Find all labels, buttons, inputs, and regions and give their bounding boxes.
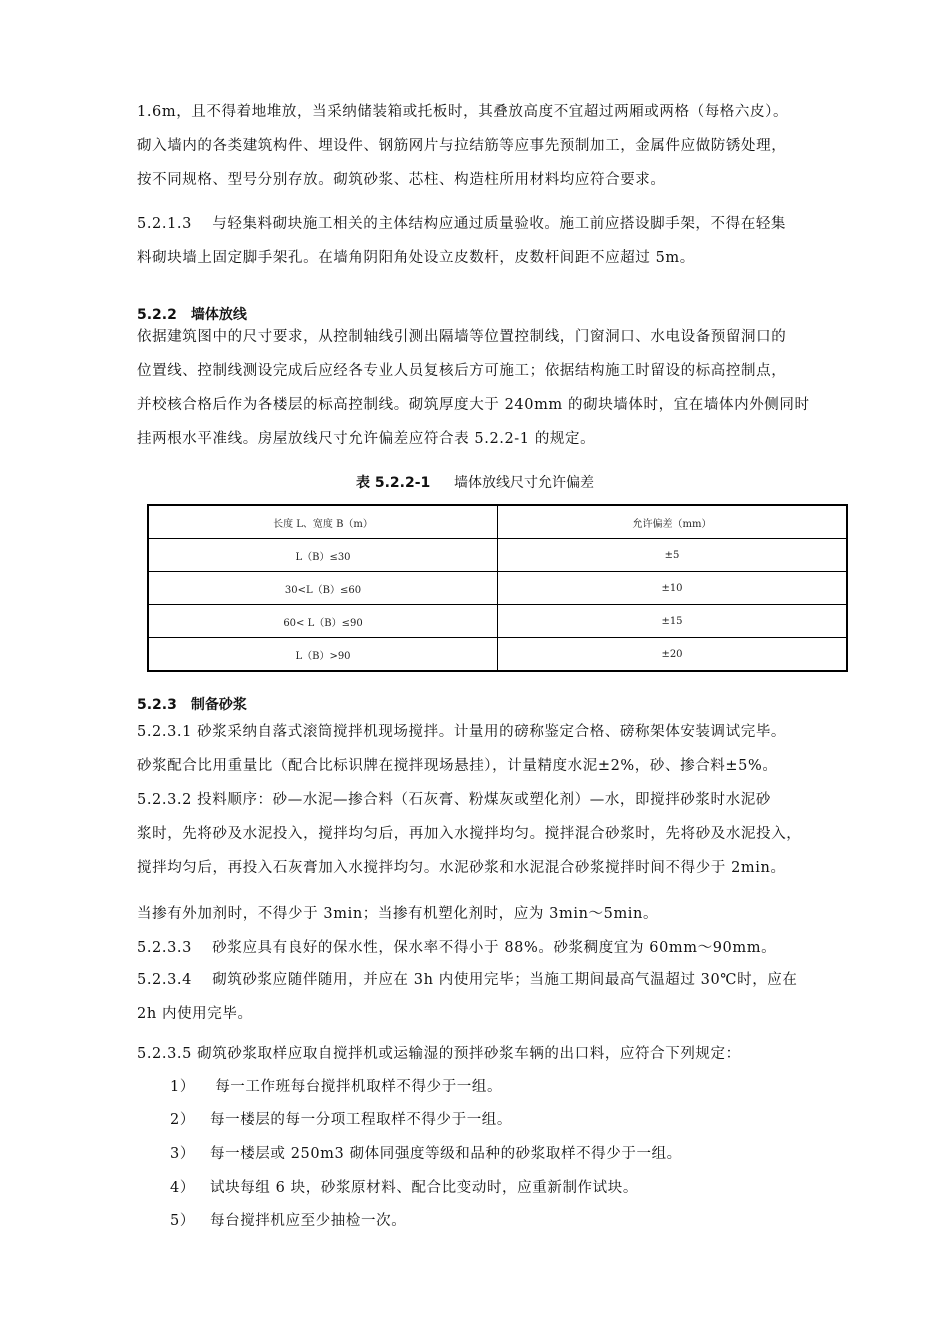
text-line: 5.2.3.1 砂浆采纳自落式滚筒搅拌机现场搅拌。计量用的磅称鉴定合格、磅称架体安装调试完毕。 — [137, 724, 787, 740]
paragraph-5-2-3-5 — [137, 1037, 867, 1071]
table-row — [148, 572, 847, 605]
paragraph-wall-layout — [137, 320, 867, 456]
list-item-number: 1） — [170, 1079, 195, 1095]
text-line: 当掺有外加剂时，不得少于 3min；当掺有机塑化剂时，应为 3min～5min。 — [137, 906, 659, 922]
text-line: 2h 内使用完毕。 — [137, 1006, 253, 1022]
list-item-text: 每一楼层的每一分项工程取样不得少于一组。 — [210, 1112, 512, 1128]
table-cell: ±10 — [498, 572, 848, 605]
text-line: 5.2.3.5 砌筑砂浆取样应取自搅拌机或运输湿的预拌砂浆车辆的出口料，应符合下列规定： — [137, 1046, 741, 1062]
list-item — [170, 1077, 502, 1097]
list-item-number: 4） — [170, 1180, 195, 1196]
section-heading-5-2-2: 5.2.2 墙体放线 — [137, 307, 247, 323]
table-cell: L（B）≤30 — [148, 539, 498, 572]
text-line: 砂浆配合比用重量比（配合比标识牌在搅拌现场悬挂），计量精度水泥±2%，砂、掺合料±5%。 — [137, 758, 778, 774]
table-caption-number: 表 5.2.2-1 — [355, 475, 431, 491]
table-cell: L（B）>90 — [148, 638, 498, 672]
table-header-cell: 允许偏差（mm） — [498, 505, 848, 539]
list-item — [170, 1178, 638, 1198]
text-line: 料砌块墙上固定脚手架孔。在墙角阴阳角处设立皮数杆，皮数杆间距不应超过 5m。 — [137, 250, 695, 266]
table-row — [148, 638, 847, 672]
text-line: 位置线、控制线测设完成后应经各专业人员复核后方可施工；依据结构施工时留设的标高控制点， — [137, 363, 787, 379]
text-line: 浆时，先将砂及水泥投入，搅拌均匀后，再加入水搅拌均匀。搅拌混合砂浆时，先将砂及水泥投入， — [137, 826, 802, 842]
text-line: 依据建筑图中的尺寸要求，从控制轴线引测出隔墙等位置控制线，门窗洞口、水电设备预留洞口的 — [137, 329, 787, 345]
table-cell: ±5 — [498, 539, 848, 572]
tolerance-table — [147, 504, 848, 672]
table-cell: 30<L（B）≤60 — [148, 572, 498, 605]
list-item — [170, 1110, 512, 1130]
list-item-text: 每一工作班每台搅拌机取样不得少于一组。 — [210, 1079, 503, 1095]
table-caption-title: 墙体放线尺寸允许偏差 — [454, 475, 595, 491]
list-item — [170, 1144, 682, 1164]
list-item-text: 每一楼层或 250m3 砌体同强度等级和品种的砂浆取样不得少于一组。 — [210, 1146, 682, 1162]
list-item-number: 5） — [170, 1213, 195, 1229]
table-cell: 60< L（B）≤90 — [148, 605, 498, 638]
table-caption — [0, 473, 950, 493]
list-item — [170, 1211, 406, 1231]
table-row — [148, 539, 847, 572]
paragraph-5-2-3-4 — [137, 963, 867, 1031]
text-line: 搅拌均匀后，再投入石灰膏加入水搅拌均匀。水泥砂浆和水泥混合砂浆搅拌时间不得少于 2min。 — [137, 860, 786, 876]
table-cell: ±15 — [498, 605, 848, 638]
text-line: 并校核合格后作为各楼层的标高控制线。砌筑厚度大于 240mm 的砌块墙体时，宜在墙体内外侧同时 — [137, 397, 810, 413]
text-line: 5.2.3.3 砂浆应具有良好的保水性，保水率不得小于 88%。砂浆稠度宜为 60mm～90mm。 — [137, 940, 777, 956]
text-line: 1.6m，且不得着地堆放，当采纳储装箱或托板时，其叠放高度不宜超过两厢或两格（每格六皮）。 — [137, 104, 789, 120]
table-cell: ±20 — [498, 638, 848, 672]
list-item-text: 每台搅拌机应至少抽检一次。 — [210, 1213, 407, 1229]
list-item-text: 试块每组 6 块，砂浆原材料、配合比变动时，应重新制作试块。 — [210, 1180, 638, 1196]
table-header-cell: 长度 L、宽度 B（m） — [148, 505, 498, 539]
table-row — [148, 605, 847, 638]
text-line: 挂两根水平准线。房屋放线尺寸允许偏差应符合表 5.2.2-1 的规定。 — [137, 431, 596, 447]
paragraph-admixture — [137, 897, 867, 965]
text-line: 5.2.1.3 与轻集料砌块施工相关的主体结构应通过质量验收。施工前应搭设脚手架，不得在轻集 — [137, 216, 787, 232]
paragraph-material-storage — [137, 95, 867, 197]
text-line: 按不同规格、型号分别存放。砌筑砂浆、芯柱、构造柱所用材料均应符合要求。 — [137, 172, 666, 188]
list-item-number: 3） — [170, 1146, 195, 1162]
list-item-number: 2） — [170, 1112, 195, 1128]
text-line: 5.2.3.2 投料顺序：砂—水泥—掺合料（石灰膏、粉煤灰或塑化剂）—水，即搅拌砂浆时水泥砂 — [137, 792, 771, 808]
text-line: 5.2.3.4 砌筑砂浆应随伴随用，并应在 3h 内使用完毕；当施工期间最高气温超过 30℃时，应在 — [137, 972, 798, 988]
paragraph-5-2-1-3 — [137, 207, 867, 275]
paragraph-5-2-3-1 — [137, 715, 867, 885]
section-heading-5-2-3: 5.2.3 制备砂浆 — [137, 697, 247, 713]
text-line: 砌入墙内的各类建筑构件、埋设件、钢筋网片与拉结筋等应事先预制加工，金属件应做防锈处理， — [137, 138, 787, 154]
table-header-row — [148, 505, 847, 539]
